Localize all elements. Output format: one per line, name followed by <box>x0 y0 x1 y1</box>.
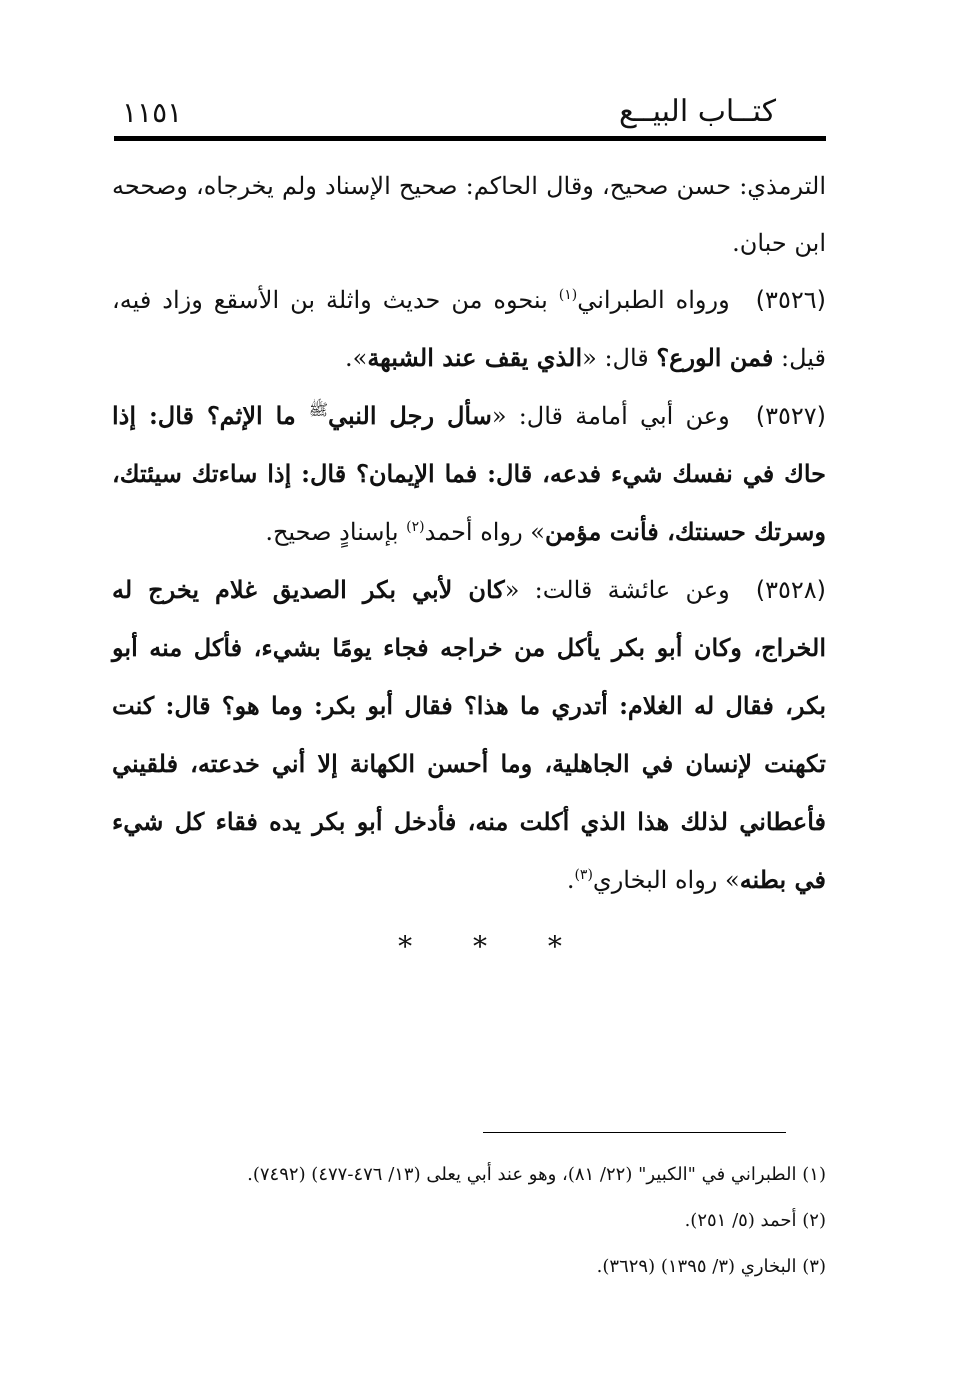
footnote-2: (٢) أحمد (٥/ ٢٥١). <box>684 1210 826 1231</box>
page-header <box>114 92 826 138</box>
hadith-quote: كان لأبي بكر الصديق غلام يخرج له الخراج، وكان أبو بكر يأكل من خراجه فجاء يومًا بشيء، فأكل منه أبو بكر، فقال له الغلام: أتدري ما هذا؟ فقال أبو بكر: وما هو؟ قال: كنت تكهنت لإنسان في الجاهلية، وما أحسن الكهانة إلا أني خدعته، فلقيني فأعطاني لذلك هذا الذي أكلت منه، فأدخل أبو بكر يده فقاء كل شيء في بطنه <box>112 575 826 894</box>
hadith-quote: سأل رجل النبي <box>328 401 492 430</box>
footnote-3: (٣) البخاري (٣/ ١٣٩٥) (٣٦٢٩). <box>596 1256 826 1277</box>
hadith-text: ورواه الطبراني <box>577 286 730 314</box>
hadith-3528 <box>112 561 826 909</box>
hadith-text: قال: « <box>582 344 657 372</box>
footnote-marker: (١) <box>558 287 578 303</box>
section-separator <box>0 930 960 963</box>
hadith-text: وعن عائشة قالت: « <box>504 576 730 604</box>
footnotes <box>140 1152 826 1290</box>
hadith-quote: الذي يقف عند الشبهة <box>367 343 583 372</box>
asterisk-icon: * <box>473 930 487 963</box>
paragraph-continuation: الترمذي: حسن صحيح، وقال الحاكم: صحيح الإسناد ولم يخرجاه، وصححه ابن حبان. <box>112 172 826 257</box>
main-text <box>112 158 826 909</box>
salutation-glyph: ﷺ <box>308 400 329 419</box>
hadith-number: (٣٥٢٧) <box>755 402 827 430</box>
hadith-text: بنحوه من حديث واثلة بن الأسقع وزاد فيه، قيل: <box>112 286 826 372</box>
hadith-text: ». <box>345 344 368 372</box>
footnote-marker: (٣) <box>574 867 593 883</box>
hadith-number: (٣٥٢٨) <box>755 576 827 604</box>
hadith-3527 <box>112 387 826 561</box>
footnote-rule <box>483 1132 786 1133</box>
page-number: ١١٥١ <box>122 96 183 129</box>
hadith-3526 <box>112 272 826 387</box>
header-rule <box>114 136 826 141</box>
asterisk-icon: * <box>398 930 413 963</box>
hadith-number: (٣٥٢٦) <box>755 286 826 314</box>
chapter-title: كتــاب البيــع <box>619 94 776 129</box>
footnote-marker: (٢) <box>406 519 425 535</box>
hadith-text: وعن أبي أمامة قال: « <box>491 402 730 430</box>
hadith-text: » رواه أحمد <box>424 518 545 546</box>
hadith-quote: ما الإثم؟ قال: إذا حاك في نفسك شيء فدعه، قال: فما الإيمان؟ قال: إذا ساءتك سيئتك، وسرتك حسنتك، فأنت مؤمن <box>112 401 826 546</box>
hadith-text: » رواه البخاري <box>592 866 740 894</box>
hadith-text: . <box>566 866 575 894</box>
footnote-1: (١) الطبراني في "الكبير" (٢٢/ ٨١)، وهو عند أبي يعلى (١٣/ ٤٧٦-٤٧٧) (٧٤٩٢). <box>247 1164 826 1185</box>
hadith-quote: فمن الورع؟ <box>656 343 774 372</box>
asterisk-icon: * <box>547 930 562 963</box>
hadith-text: بإسنادٍ صحيح. <box>265 518 407 546</box>
